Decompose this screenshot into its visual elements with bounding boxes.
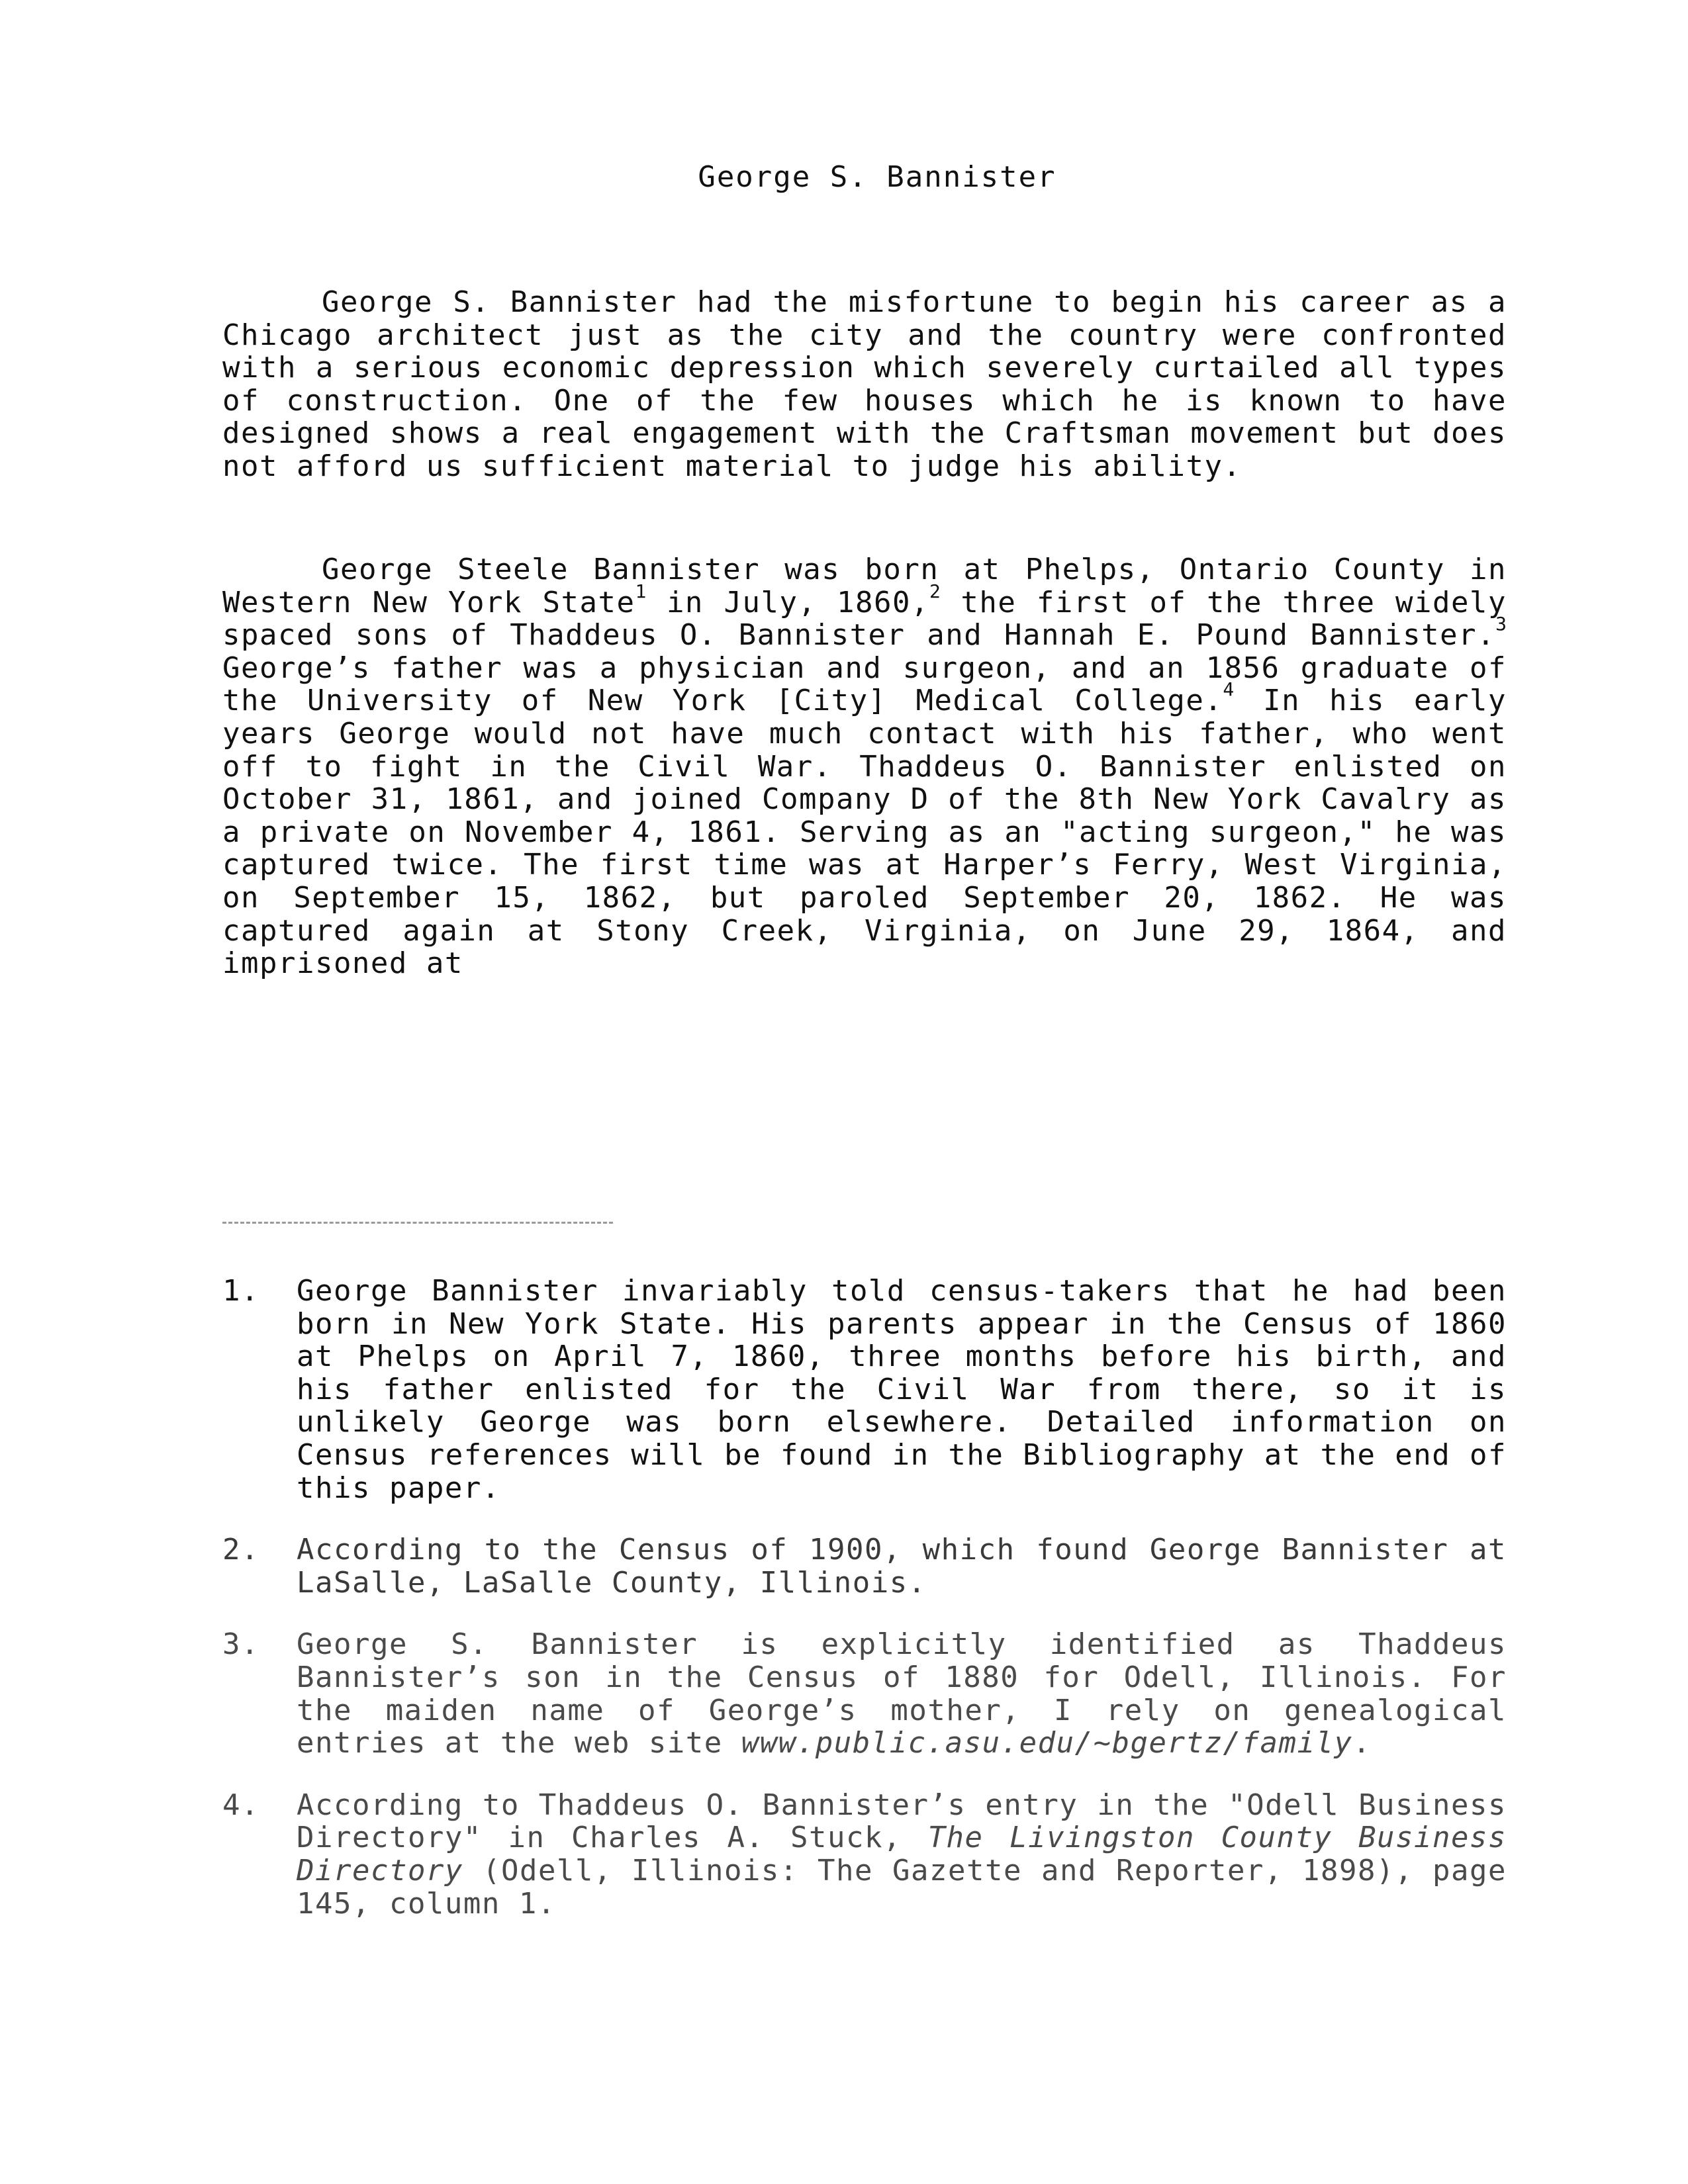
paragraph-text-segment: George Steele Bannister was born at Phelps, Ontario County in Western New York State [222,553,1507,619]
footnote-text: George Bannister invariably told census-takers that he had been born in New York State. His parents appear in the Census of 1860 at Phelps on April 7, 1860, three months before his birth, and his father enlisted for the Civil War from there, so it is unlikely George was born elsewhere. Detailed information on Census references will be found in the Bibliography at the end of this paper. [297,1274,1507,1505]
footnote-number: 3. [222,1627,259,1662]
footnote-text-segment: . [1352,1726,1372,1760]
body-paragraph-1: George S. Bannister had the misfortune to begin his career as a Chicago architect just as the city and the country were confronted with a serious economic depression which severely curtailed all types of construction. One of the few houses which he is known to have designed shows a real engagement with the Craftsman movement but does not afford us sufficient material to judge his ability. [222,285,1507,483]
footnote-marker-4: 4 [1223,678,1235,701]
paragraph-text-segment: the first of the three widely spaced sons of Thaddeus O. Bannister and Hannah E. Pound Bannister. [222,585,1507,653]
footnotes-list [222,1275,1507,1949]
paragraph-text-segment: in July, 1860, [646,585,929,619]
footnote-number: 2. [222,1533,259,1567]
paragraph-text-segment: George’s father was a physician and surgeon, and an 1856 graduate of the University of New York [City] Medical College. [222,651,1507,718]
footnote-2 [222,1533,1507,1599]
footnote-text-segment: (Odell, Illinois: The Gazette and Reporter, 1898), page 145, column 1. [297,1853,1507,1921]
page-title: George S. Bannister [698,160,1056,194]
footnote-3 [222,1628,1507,1759]
footnote-number: 1. [222,1274,259,1308]
footnote-divider [222,1222,613,1224]
footnote-text-segment: According to Thaddeus O. Bannister’s entry in the "Odell Business Directory" in Charles A. Stuck, [297,1788,1507,1855]
footnote-1 [222,1275,1507,1504]
footnote-book-title: The Livingston County Business Directory [297,1821,1507,1888]
footnote-url: www.public.asu.edu/~bgertz/family [741,1726,1353,1760]
footnote-marker-2: 2 [929,580,941,602]
body-paragraph-2 [222,553,1507,980]
footnote-number: 4. [222,1788,259,1822]
footnote-marker-1: 1 [635,580,647,602]
footnote-marker-3: 3 [1495,613,1507,635]
footnote-4 [222,1789,1507,1920]
footnote-text: According to the Census of 1900, which found George Bannister at LaSalle, LaSalle County, Illinois. [297,1533,1507,1600]
paragraph-text-segment: In his early years George would not have much contact with his father, who went off to fight in the Civil War. Thaddeus O. Bannister enlisted on October 31, 1861, and joined Company D of the 8th New York Cavalry as a private on November 4, 1861. Serving as an "acting surgeon," he was captured twice. The first time was at Harper’s Ferry, West Virginia, on September 15, 1862, but paroled September 20, 1862. He was captured again at Stony Creek, Virginia, on June 29, 1864, and imprisoned at [222,684,1507,981]
footnote-text [297,1627,1507,1760]
footnote-text-segment: George S. Bannister is explicitly identified as Thaddeus Bannister’s son in the Census of 1880 for Odell, Illinois. For the maiden name of George’s mother, I rely on genealogical entries at the web site [297,1627,1507,1760]
footnote-text [297,1788,1507,1921]
